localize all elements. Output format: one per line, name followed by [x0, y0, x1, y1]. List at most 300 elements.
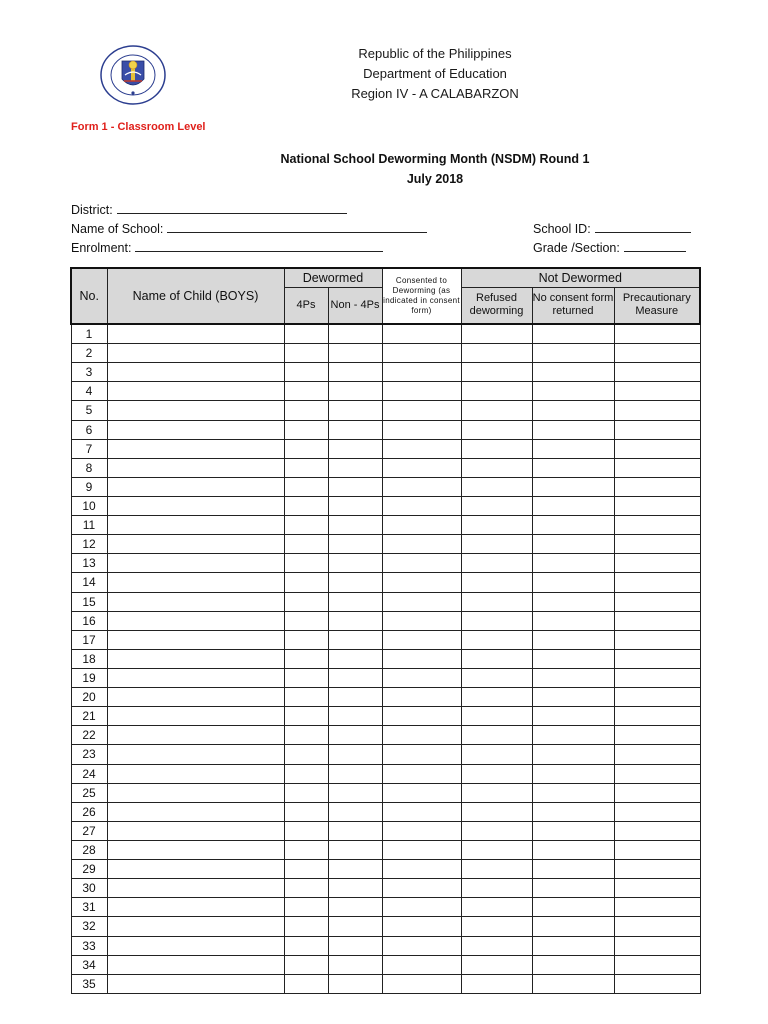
precautionary-cell[interactable] — [614, 611, 700, 630]
dewormed-4ps-cell[interactable] — [284, 764, 328, 783]
name-cell[interactable] — [107, 344, 284, 363]
refused-cell[interactable] — [461, 726, 532, 745]
precautionary-cell[interactable] — [614, 860, 700, 879]
header-region: Region IV - A CALABARZON — [351, 86, 519, 101]
no-consent-cell[interactable] — [532, 898, 614, 917]
row-number: 12 — [71, 535, 107, 554]
dewormed-non-4ps-cell[interactable] — [328, 324, 382, 344]
dewormed-non-4ps-cell[interactable] — [328, 496, 382, 515]
consented-cell[interactable] — [382, 879, 461, 898]
consented-cell[interactable] — [382, 917, 461, 936]
row-number: 7 — [71, 439, 107, 458]
row-number: 3 — [71, 363, 107, 382]
precautionary-cell[interactable] — [614, 363, 700, 382]
refused-cell[interactable] — [461, 840, 532, 859]
table-row — [71, 458, 700, 477]
refused-cell[interactable] — [461, 802, 532, 821]
title-date: July 2018 — [406, 172, 464, 186]
refused-cell[interactable] — [461, 496, 532, 515]
name-cell[interactable] — [107, 439, 284, 458]
dewormed-4ps-cell[interactable] — [284, 535, 328, 554]
consented-cell[interactable] — [382, 783, 461, 802]
name-cell[interactable] — [107, 324, 284, 344]
dewormed-non-4ps-cell[interactable] — [328, 726, 382, 745]
dewormed-4ps-cell[interactable] — [284, 554, 328, 573]
dewormed-4ps-cell[interactable] — [284, 516, 328, 535]
refused-cell[interactable] — [461, 535, 532, 554]
no-consent-cell[interactable] — [532, 477, 614, 496]
dewormed-4ps-cell[interactable] — [284, 592, 328, 611]
name-cell[interactable] — [107, 630, 284, 649]
refused-cell[interactable] — [461, 764, 532, 783]
dewormed-non-4ps-cell[interactable] — [328, 630, 382, 649]
name-cell[interactable] — [107, 898, 284, 917]
consented-cell[interactable] — [382, 649, 461, 668]
refused-cell[interactable] — [461, 707, 532, 726]
no-consent-cell[interactable] — [532, 382, 614, 401]
no-consent-cell[interactable] — [532, 707, 614, 726]
row-number: 14 — [71, 573, 107, 592]
dewormed-4ps-cell[interactable] — [284, 726, 328, 745]
refused-cell[interactable] — [461, 898, 532, 917]
dewormed-4ps-cell[interactable] — [284, 630, 328, 649]
school-id-field[interactable] — [533, 220, 691, 236]
consented-cell[interactable] — [382, 764, 461, 783]
header-no-consent: No consent form returned — [532, 287, 614, 324]
header-no: No. — [71, 268, 107, 324]
name-cell[interactable] — [107, 401, 284, 420]
dewormed-non-4ps-cell[interactable] — [328, 458, 382, 477]
dewormed-4ps-cell[interactable] — [284, 363, 328, 382]
name-cell[interactable] — [107, 420, 284, 439]
table-row — [71, 668, 700, 687]
refused-cell[interactable] — [461, 401, 532, 420]
no-consent-cell[interactable] — [532, 592, 614, 611]
precautionary-cell[interactable] — [614, 649, 700, 668]
refused-cell[interactable] — [461, 917, 532, 936]
no-consent-cell[interactable] — [532, 344, 614, 363]
consented-cell[interactable] — [382, 496, 461, 515]
table-row — [71, 783, 700, 802]
row-number: 21 — [71, 707, 107, 726]
no-consent-cell[interactable] — [532, 860, 614, 879]
district-blank[interactable] — [117, 201, 347, 214]
consented-cell[interactable] — [382, 726, 461, 745]
no-consent-cell[interactable] — [532, 420, 614, 439]
consented-cell[interactable] — [382, 592, 461, 611]
dewormed-4ps-cell[interactable] — [284, 974, 328, 993]
name-cell[interactable] — [107, 783, 284, 802]
consented-cell[interactable] — [382, 420, 461, 439]
table-row — [71, 974, 700, 993]
precautionary-cell[interactable] — [614, 974, 700, 993]
table-row — [71, 363, 700, 382]
no-consent-cell[interactable] — [532, 324, 614, 344]
header-child-name: Name of Child (BOYS) — [107, 268, 284, 324]
dewormed-non-4ps-cell[interactable] — [328, 821, 382, 840]
no-consent-cell[interactable] — [532, 496, 614, 515]
consented-cell[interactable] — [382, 401, 461, 420]
precautionary-cell[interactable] — [614, 764, 700, 783]
dewormed-4ps-cell[interactable] — [284, 382, 328, 401]
no-consent-cell[interactable] — [532, 821, 614, 840]
precautionary-cell[interactable] — [614, 840, 700, 859]
no-consent-cell[interactable] — [532, 439, 614, 458]
table-row — [71, 420, 700, 439]
refused-cell[interactable] — [461, 821, 532, 840]
name-cell[interactable] — [107, 363, 284, 382]
dewormed-4ps-cell[interactable] — [284, 917, 328, 936]
dewormed-non-4ps-cell[interactable] — [328, 668, 382, 687]
refused-cell[interactable] — [461, 420, 532, 439]
table-row — [71, 917, 700, 936]
dewormed-non-4ps-cell[interactable] — [328, 592, 382, 611]
name-cell[interactable] — [107, 554, 284, 573]
name-cell[interactable] — [107, 860, 284, 879]
dewormed-4ps-cell[interactable] — [284, 458, 328, 477]
name-cell[interactable] — [107, 573, 284, 592]
dewormed-4ps-cell[interactable] — [284, 783, 328, 802]
school-name-blank[interactable] — [167, 220, 427, 233]
name-cell[interactable] — [107, 592, 284, 611]
precautionary-cell[interactable] — [614, 783, 700, 802]
precautionary-cell[interactable] — [614, 688, 700, 707]
consented-cell[interactable] — [382, 860, 461, 879]
dewormed-non-4ps-cell[interactable] — [328, 860, 382, 879]
precautionary-cell[interactable] — [614, 955, 700, 974]
consented-cell[interactable] — [382, 955, 461, 974]
dewormed-non-4ps-cell[interactable] — [328, 802, 382, 821]
dewormed-4ps-cell[interactable] — [284, 840, 328, 859]
precautionary-cell[interactable] — [614, 458, 700, 477]
dewormed-non-4ps-cell[interactable] — [328, 401, 382, 420]
refused-cell[interactable] — [461, 363, 532, 382]
precautionary-cell[interactable] — [614, 592, 700, 611]
no-consent-cell[interactable] — [532, 668, 614, 687]
name-cell[interactable] — [107, 516, 284, 535]
no-consent-cell[interactable] — [532, 936, 614, 955]
refused-cell[interactable] — [461, 439, 532, 458]
refused-cell[interactable] — [461, 458, 532, 477]
dewormed-4ps-cell[interactable] — [284, 324, 328, 344]
consented-cell[interactable] — [382, 688, 461, 707]
no-consent-cell[interactable] — [532, 745, 614, 764]
row-number: 20 — [71, 688, 107, 707]
consented-cell[interactable] — [382, 974, 461, 993]
table-row — [71, 745, 700, 764]
dewormed-non-4ps-cell[interactable] — [328, 344, 382, 363]
precautionary-cell[interactable] — [614, 324, 700, 344]
precautionary-cell[interactable] — [614, 477, 700, 496]
dewormed-non-4ps-cell[interactable] — [328, 554, 382, 573]
row-number: 22 — [71, 726, 107, 745]
refused-cell[interactable] — [461, 516, 532, 535]
school-id-blank[interactable] — [595, 220, 691, 233]
row-number: 13 — [71, 554, 107, 573]
consented-cell[interactable] — [382, 668, 461, 687]
name-cell[interactable] — [107, 707, 284, 726]
consented-cell[interactable] — [382, 821, 461, 840]
precautionary-cell[interactable] — [614, 917, 700, 936]
no-consent-cell[interactable] — [532, 974, 614, 993]
precautionary-cell[interactable] — [614, 535, 700, 554]
no-consent-cell[interactable] — [532, 516, 614, 535]
consented-cell[interactable] — [382, 936, 461, 955]
dewormed-non-4ps-cell[interactable] — [328, 535, 382, 554]
name-cell[interactable] — [107, 764, 284, 783]
school-name-field[interactable] — [71, 220, 427, 236]
table-row — [71, 821, 700, 840]
precautionary-cell[interactable] — [614, 573, 700, 592]
name-cell[interactable] — [107, 936, 284, 955]
table-row — [71, 496, 700, 515]
refused-cell[interactable] — [461, 611, 532, 630]
grade-section-blank[interactable] — [624, 239, 686, 252]
refused-cell[interactable] — [461, 879, 532, 898]
row-number: 30 — [71, 879, 107, 898]
title-main: National School Deworming Month (NSDM) Round 1 — [280, 152, 590, 166]
dewormed-non-4ps-cell[interactable] — [328, 611, 382, 630]
document-title — [200, 149, 670, 189]
no-consent-cell[interactable] — [532, 363, 614, 382]
dewormed-4ps-cell[interactable] — [284, 344, 328, 363]
precautionary-cell[interactable] — [614, 630, 700, 649]
consented-cell[interactable] — [382, 573, 461, 592]
name-cell[interactable] — [107, 821, 284, 840]
name-cell[interactable] — [107, 649, 284, 668]
refused-cell[interactable] — [461, 344, 532, 363]
row-number: 29 — [71, 860, 107, 879]
dewormed-non-4ps-cell[interactable] — [328, 516, 382, 535]
precautionary-cell[interactable] — [614, 516, 700, 535]
consented-cell[interactable] — [382, 707, 461, 726]
consented-cell[interactable] — [382, 745, 461, 764]
consented-cell[interactable] — [382, 363, 461, 382]
refused-cell[interactable] — [461, 745, 532, 764]
no-consent-cell[interactable] — [532, 630, 614, 649]
precautionary-cell[interactable] — [614, 802, 700, 821]
dewormed-non-4ps-cell[interactable] — [328, 382, 382, 401]
no-consent-cell[interactable] — [532, 917, 614, 936]
precautionary-cell[interactable] — [614, 382, 700, 401]
precautionary-cell[interactable] — [614, 439, 700, 458]
dewormed-non-4ps-cell[interactable] — [328, 879, 382, 898]
dewormed-4ps-cell[interactable] — [284, 860, 328, 879]
dewormed-4ps-cell[interactable] — [284, 496, 328, 515]
name-cell[interactable] — [107, 535, 284, 554]
name-cell[interactable] — [107, 840, 284, 859]
dewormed-4ps-cell[interactable] — [284, 401, 328, 420]
deworming-roster-table — [70, 267, 701, 994]
name-cell[interactable] — [107, 477, 284, 496]
dewormed-non-4ps-cell[interactable] — [328, 917, 382, 936]
name-cell[interactable] — [107, 974, 284, 993]
dewormed-non-4ps-cell[interactable] — [328, 649, 382, 668]
dewormed-non-4ps-cell[interactable] — [328, 477, 382, 496]
refused-cell[interactable] — [461, 573, 532, 592]
row-number: 10 — [71, 496, 107, 515]
form-level-label: Form 1 - Classroom Level — [71, 121, 206, 133]
row-number: 5 — [71, 401, 107, 420]
consented-cell[interactable] — [382, 840, 461, 859]
enrolment-field[interactable] — [71, 239, 383, 255]
table-row — [71, 592, 700, 611]
consented-cell[interactable] — [382, 458, 461, 477]
precautionary-cell[interactable] — [614, 496, 700, 515]
consented-cell[interactable] — [382, 898, 461, 917]
enrolment-blank[interactable] — [135, 239, 383, 252]
no-consent-cell[interactable] — [532, 611, 614, 630]
precautionary-cell[interactable] — [614, 898, 700, 917]
name-cell[interactable] — [107, 955, 284, 974]
dewormed-non-4ps-cell[interactable] — [328, 688, 382, 707]
name-cell[interactable] — [107, 917, 284, 936]
refused-cell[interactable] — [461, 592, 532, 611]
dewormed-4ps-cell[interactable] — [284, 573, 328, 592]
precautionary-cell[interactable] — [614, 668, 700, 687]
dewormed-non-4ps-cell[interactable] — [328, 745, 382, 764]
no-consent-cell[interactable] — [532, 726, 614, 745]
name-cell[interactable] — [107, 382, 284, 401]
dewormed-4ps-cell[interactable] — [284, 955, 328, 974]
consented-cell[interactable] — [382, 344, 461, 363]
precautionary-cell[interactable] — [614, 726, 700, 745]
row-number: 34 — [71, 955, 107, 974]
dewormed-4ps-cell[interactable] — [284, 611, 328, 630]
row-number: 31 — [71, 898, 107, 917]
refused-cell[interactable] — [461, 668, 532, 687]
dewormed-4ps-cell[interactable] — [284, 898, 328, 917]
dewormed-non-4ps-cell[interactable] — [328, 840, 382, 859]
table-row — [71, 707, 700, 726]
deped-seal-logo — [100, 45, 166, 105]
name-cell[interactable] — [107, 802, 284, 821]
dewormed-non-4ps-cell[interactable] — [328, 707, 382, 726]
refused-cell[interactable] — [461, 554, 532, 573]
row-number: 6 — [71, 420, 107, 439]
consented-cell[interactable] — [382, 516, 461, 535]
refused-cell[interactable] — [461, 477, 532, 496]
dewormed-non-4ps-cell[interactable] — [328, 898, 382, 917]
dewormed-4ps-cell[interactable] — [284, 420, 328, 439]
no-consent-cell[interactable] — [532, 764, 614, 783]
dewormed-4ps-cell[interactable] — [284, 821, 328, 840]
consented-cell[interactable] — [382, 535, 461, 554]
refused-cell[interactable] — [461, 630, 532, 649]
dewormed-4ps-cell[interactable] — [284, 879, 328, 898]
precautionary-cell[interactable] — [614, 707, 700, 726]
dewormed-non-4ps-cell[interactable] — [328, 936, 382, 955]
no-consent-cell[interactable] — [532, 401, 614, 420]
no-consent-cell[interactable] — [532, 554, 614, 573]
dewormed-non-4ps-cell[interactable] — [328, 955, 382, 974]
dewormed-non-4ps-cell[interactable] — [328, 764, 382, 783]
row-number: 2 — [71, 344, 107, 363]
no-consent-cell[interactable] — [532, 649, 614, 668]
name-cell[interactable] — [107, 688, 284, 707]
row-number: 26 — [71, 802, 107, 821]
refused-cell[interactable] — [461, 382, 532, 401]
precautionary-cell[interactable] — [614, 879, 700, 898]
dewormed-4ps-cell[interactable] — [284, 439, 328, 458]
refused-cell[interactable] — [461, 860, 532, 879]
refused-cell[interactable] — [461, 974, 532, 993]
refused-cell[interactable] — [461, 324, 532, 344]
consented-cell[interactable] — [382, 477, 461, 496]
name-cell[interactable] — [107, 726, 284, 745]
refused-cell[interactable] — [461, 783, 532, 802]
consented-cell[interactable] — [382, 611, 461, 630]
dewormed-4ps-cell[interactable] — [284, 745, 328, 764]
precautionary-cell[interactable] — [614, 554, 700, 573]
precautionary-cell[interactable] — [614, 401, 700, 420]
no-consent-cell[interactable] — [532, 879, 614, 898]
no-consent-cell[interactable] — [532, 688, 614, 707]
precautionary-cell[interactable] — [614, 420, 700, 439]
consented-cell[interactable] — [382, 439, 461, 458]
table-row — [71, 955, 700, 974]
no-consent-cell[interactable] — [532, 573, 614, 592]
enrolment-label: Enrolment: — [71, 241, 132, 255]
consented-cell[interactable] — [382, 802, 461, 821]
name-cell[interactable] — [107, 458, 284, 477]
no-consent-cell[interactable] — [532, 783, 614, 802]
no-consent-cell[interactable] — [532, 458, 614, 477]
precautionary-cell[interactable] — [614, 936, 700, 955]
grade-section-label: Grade /Section: — [533, 241, 620, 255]
name-cell[interactable] — [107, 611, 284, 630]
header-block — [300, 44, 570, 104]
precautionary-cell[interactable] — [614, 344, 700, 363]
dewormed-4ps-cell[interactable] — [284, 668, 328, 687]
consented-cell[interactable] — [382, 554, 461, 573]
no-consent-cell[interactable] — [532, 802, 614, 821]
dewormed-4ps-cell[interactable] — [284, 707, 328, 726]
dewormed-non-4ps-cell[interactable] — [328, 420, 382, 439]
dewormed-non-4ps-cell[interactable] — [328, 363, 382, 382]
refused-cell[interactable] — [461, 688, 532, 707]
refused-cell[interactable] — [461, 649, 532, 668]
refused-cell[interactable] — [461, 955, 532, 974]
refused-cell[interactable] — [461, 936, 532, 955]
dewormed-4ps-cell[interactable] — [284, 688, 328, 707]
dewormed-4ps-cell[interactable] — [284, 936, 328, 955]
no-consent-cell[interactable] — [532, 955, 614, 974]
name-cell[interactable] — [107, 745, 284, 764]
dewormed-4ps-cell[interactable] — [284, 802, 328, 821]
name-cell[interactable] — [107, 879, 284, 898]
row-number: 25 — [71, 783, 107, 802]
consented-cell[interactable] — [382, 324, 461, 344]
consented-cell[interactable] — [382, 630, 461, 649]
table-row — [71, 688, 700, 707]
name-cell[interactable] — [107, 668, 284, 687]
no-consent-cell[interactable] — [532, 840, 614, 859]
dewormed-non-4ps-cell[interactable] — [328, 974, 382, 993]
consented-cell[interactable] — [382, 382, 461, 401]
precautionary-cell[interactable] — [614, 821, 700, 840]
dewormed-non-4ps-cell[interactable] — [328, 783, 382, 802]
no-consent-cell[interactable] — [532, 535, 614, 554]
dewormed-non-4ps-cell[interactable] — [328, 573, 382, 592]
name-cell[interactable] — [107, 496, 284, 515]
district-field[interactable] — [71, 201, 347, 217]
grade-section-field[interactable] — [533, 239, 686, 255]
dewormed-4ps-cell[interactable] — [284, 649, 328, 668]
dewormed-non-4ps-cell[interactable] — [328, 439, 382, 458]
precautionary-cell[interactable] — [614, 745, 700, 764]
dewormed-4ps-cell[interactable] — [284, 477, 328, 496]
